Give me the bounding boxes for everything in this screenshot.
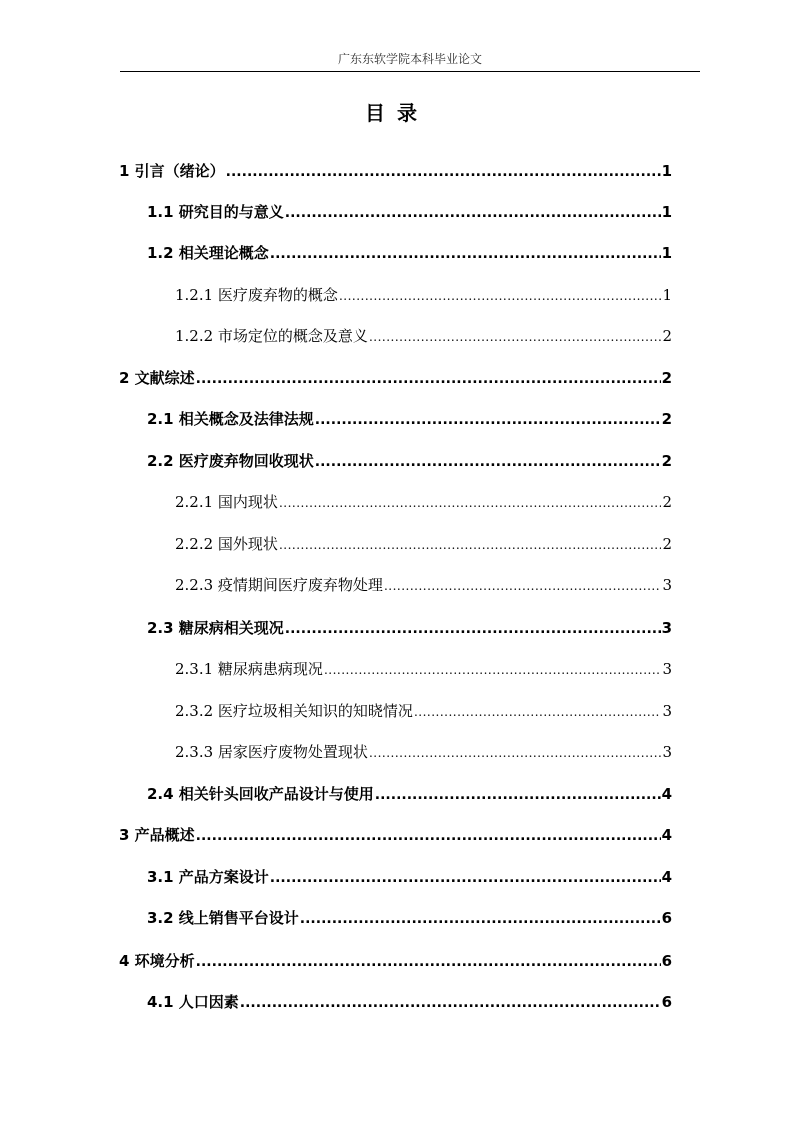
- dot-leader: [196, 371, 661, 387]
- toc-entry-page: 3: [662, 576, 672, 594]
- toc-entry-label: 2.2.1 国内现状: [175, 493, 278, 511]
- toc-entry-label: 1 引言（绪论）: [119, 162, 225, 180]
- toc-entry[interactable]: [147, 242, 672, 264]
- toc-entry-page: 2: [662, 327, 672, 345]
- dot-leader: [240, 995, 661, 1011]
- toc-entry-label: 1.2 相关理论概念: [147, 244, 269, 262]
- toc-entry[interactable]: [175, 325, 672, 347]
- dot-leader: [270, 870, 661, 886]
- toc-entry-label: 3.2 线上销售平台设计: [147, 909, 299, 927]
- toc-entry-label: 3 产品概述: [119, 826, 195, 844]
- toc-entry[interactable]: [147, 991, 672, 1013]
- dot-leader: [196, 828, 661, 844]
- toc-entry-page: 2: [661, 452, 672, 470]
- toc-entry-label: 1.2.1 医疗废弃物的概念: [175, 286, 338, 304]
- toc-entry[interactable]: [147, 907, 672, 929]
- toc-entry[interactable]: [175, 491, 672, 513]
- dot-leader: [315, 412, 661, 428]
- dot-leader: [315, 454, 661, 470]
- dot-leader: [270, 246, 661, 262]
- toc-entry-page: 1: [661, 244, 672, 262]
- toc-entry-label: 2.1 相关概念及法律法规: [147, 410, 314, 428]
- toc-entry[interactable]: [119, 824, 672, 846]
- dot-leader: [226, 164, 661, 180]
- toc-entry[interactable]: [147, 866, 672, 888]
- toc-entry-page: 2: [661, 410, 672, 428]
- toc-entry-page: 2: [662, 493, 672, 511]
- toc-entry-page: 3: [662, 743, 672, 761]
- toc-entry[interactable]: [147, 450, 672, 472]
- toc-entry[interactable]: [175, 658, 672, 680]
- toc-entry-page: 3: [662, 702, 672, 720]
- toc-entry[interactable]: [147, 408, 672, 430]
- dot-leader: [279, 538, 662, 552]
- dot-leader: [300, 911, 661, 927]
- dot-leader: [369, 330, 662, 344]
- toc-entry-page: 6: [661, 952, 672, 970]
- dot-leader: [369, 746, 662, 760]
- toc-entry-page: 1: [662, 286, 672, 304]
- toc-entry-label: 2.2.3 疫情期间医疗废弃物处理: [175, 576, 383, 594]
- toc-entry-page: 3: [662, 660, 672, 678]
- toc-entry-label: 1.2.2 市场定位的概念及意义: [175, 327, 368, 345]
- toc-entry[interactable]: [175, 533, 672, 555]
- toc-entry[interactable]: [175, 700, 672, 722]
- dot-leader: [196, 954, 661, 970]
- toc-entry-page: 6: [661, 909, 672, 927]
- toc-entry-label: 2.3.3 居家医疗废物处置现状: [175, 743, 368, 761]
- toc-title: 目录: [365, 101, 429, 125]
- toc-entry-label: 4.1 人口因素: [147, 993, 239, 1011]
- toc-entry-page: 4: [661, 868, 672, 886]
- toc-entry-label: 2.3.2 医疗垃圾相关知识的知晓情况: [175, 702, 413, 720]
- toc-entry[interactable]: [147, 783, 672, 805]
- toc-entry-label: 4 环境分析: [119, 952, 195, 970]
- toc-entry-page: 1: [661, 162, 672, 180]
- toc-entry-page: 1: [661, 203, 672, 221]
- toc-entry-page: 2: [662, 535, 672, 553]
- dot-leader: [285, 205, 661, 221]
- dot-leader: [339, 289, 662, 303]
- dot-leader: [279, 496, 662, 510]
- toc-entry[interactable]: [175, 574, 672, 596]
- toc-entry-label: 2 文献综述: [119, 369, 195, 387]
- toc-entry-page: 4: [661, 826, 672, 844]
- dot-leader: [414, 705, 662, 719]
- running-header: 广东东软学院本科毕业论文: [337, 52, 482, 66]
- toc-entry-label: 2.3 糖尿病相关现况: [147, 619, 284, 637]
- toc-entry-page: 3: [661, 619, 672, 637]
- toc-entry[interactable]: [119, 950, 672, 972]
- toc-entry-label: 3.1 产品方案设计: [147, 868, 269, 886]
- toc-entry-label: 1.1 研究目的与意义: [147, 203, 284, 221]
- toc-entry-label: 2.4 相关针头回收产品设计与使用: [147, 785, 374, 803]
- dot-leader: [384, 579, 662, 593]
- dot-leader: [375, 787, 661, 803]
- toc-entry[interactable]: [175, 741, 672, 763]
- toc-entry-page: 2: [661, 369, 672, 387]
- toc-entry-label: 2.3.1 糖尿病患病现况: [175, 660, 323, 678]
- dot-leader: [285, 621, 661, 637]
- toc-entry-label: 2.2 医疗废弃物回收现状: [147, 452, 314, 470]
- toc-entry[interactable]: [147, 617, 672, 639]
- toc-entry-label: 2.2.2 国外现状: [175, 535, 278, 553]
- toc-entry[interactable]: [175, 284, 672, 306]
- toc-entry-page: 4: [661, 785, 672, 803]
- toc-entry[interactable]: [147, 201, 672, 223]
- dot-leader: [324, 663, 662, 677]
- toc-entry[interactable]: [119, 160, 672, 182]
- toc-entry-page: 6: [661, 993, 672, 1011]
- toc-entry[interactable]: [119, 367, 672, 389]
